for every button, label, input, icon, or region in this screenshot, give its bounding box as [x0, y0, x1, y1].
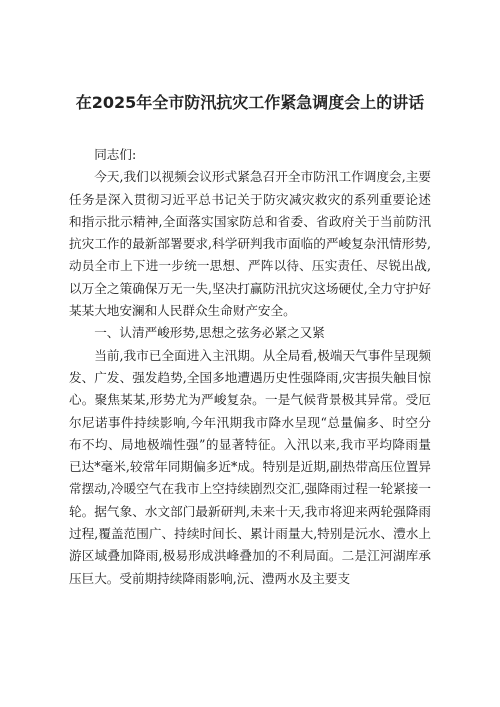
paragraph-intro: 今天,我们以视频会议形式紧急召开全市防汛工作调度会,主要任务是深入贯彻习近平总书记关于防灾减灾救灾的系列重要论述和指示批示精神,全面落实国家防总和省委、省政府关于当前防汛抗灾工作的最新部署要求,科学研判我市面临的严峻复杂汛情形势,动员全市上下进一步统一思想、严阵以待、压实责任、尽锐出战,以万全之策确保万无一失,坚决打赢防汛抗灾这场硬仗,全力守护好某某大地安澜和人民群众生命财产安全。: [69, 169, 431, 319]
document-title: 在2025年全市防汛抗灾工作紧急调度会上的讲话: [75, 93, 425, 112]
document-body: [69, 144, 431, 590]
paragraph-situation: 当前,我市已全面进入主汛期。从全局看,极端天气事件呈现频发、广发、强发趋势,全国多地遭遇历史性强降雨,灾害损失触目惊心。聚焦某某,形势尤为严峻复杂。一是气候背景极其异常。受厄尔尼诺事件持续影响,今年汛期我市降水呈现“总量偏多、时空分布不均、局地极端性强”的显著特征。入汛以来,我市平均降雨量已达*毫米,较常年同期偏多近*成。特别是近期,副热带高压位置异常摆动,冷暖空气在我市上空持续剧烈交汇,强降雨过程一轮紧接一轮。据气象、水文部门最新研判,未来十天,我市将迎来两轮强降雨过程,覆盖范围广、持续时间长、累计雨量大,特别是沅水、澧水上游区域叠加降雨,极易形成洪峰叠加的不利局面。二是江河湖库承压巨大。受前期持续降雨影响,沅、澧两水及主要支: [69, 347, 431, 586]
greeting-line: 同志们:: [94, 147, 137, 162]
section-heading-1: 一、认清严峻形势,思想之弦务必紧之又紧: [94, 325, 325, 341]
